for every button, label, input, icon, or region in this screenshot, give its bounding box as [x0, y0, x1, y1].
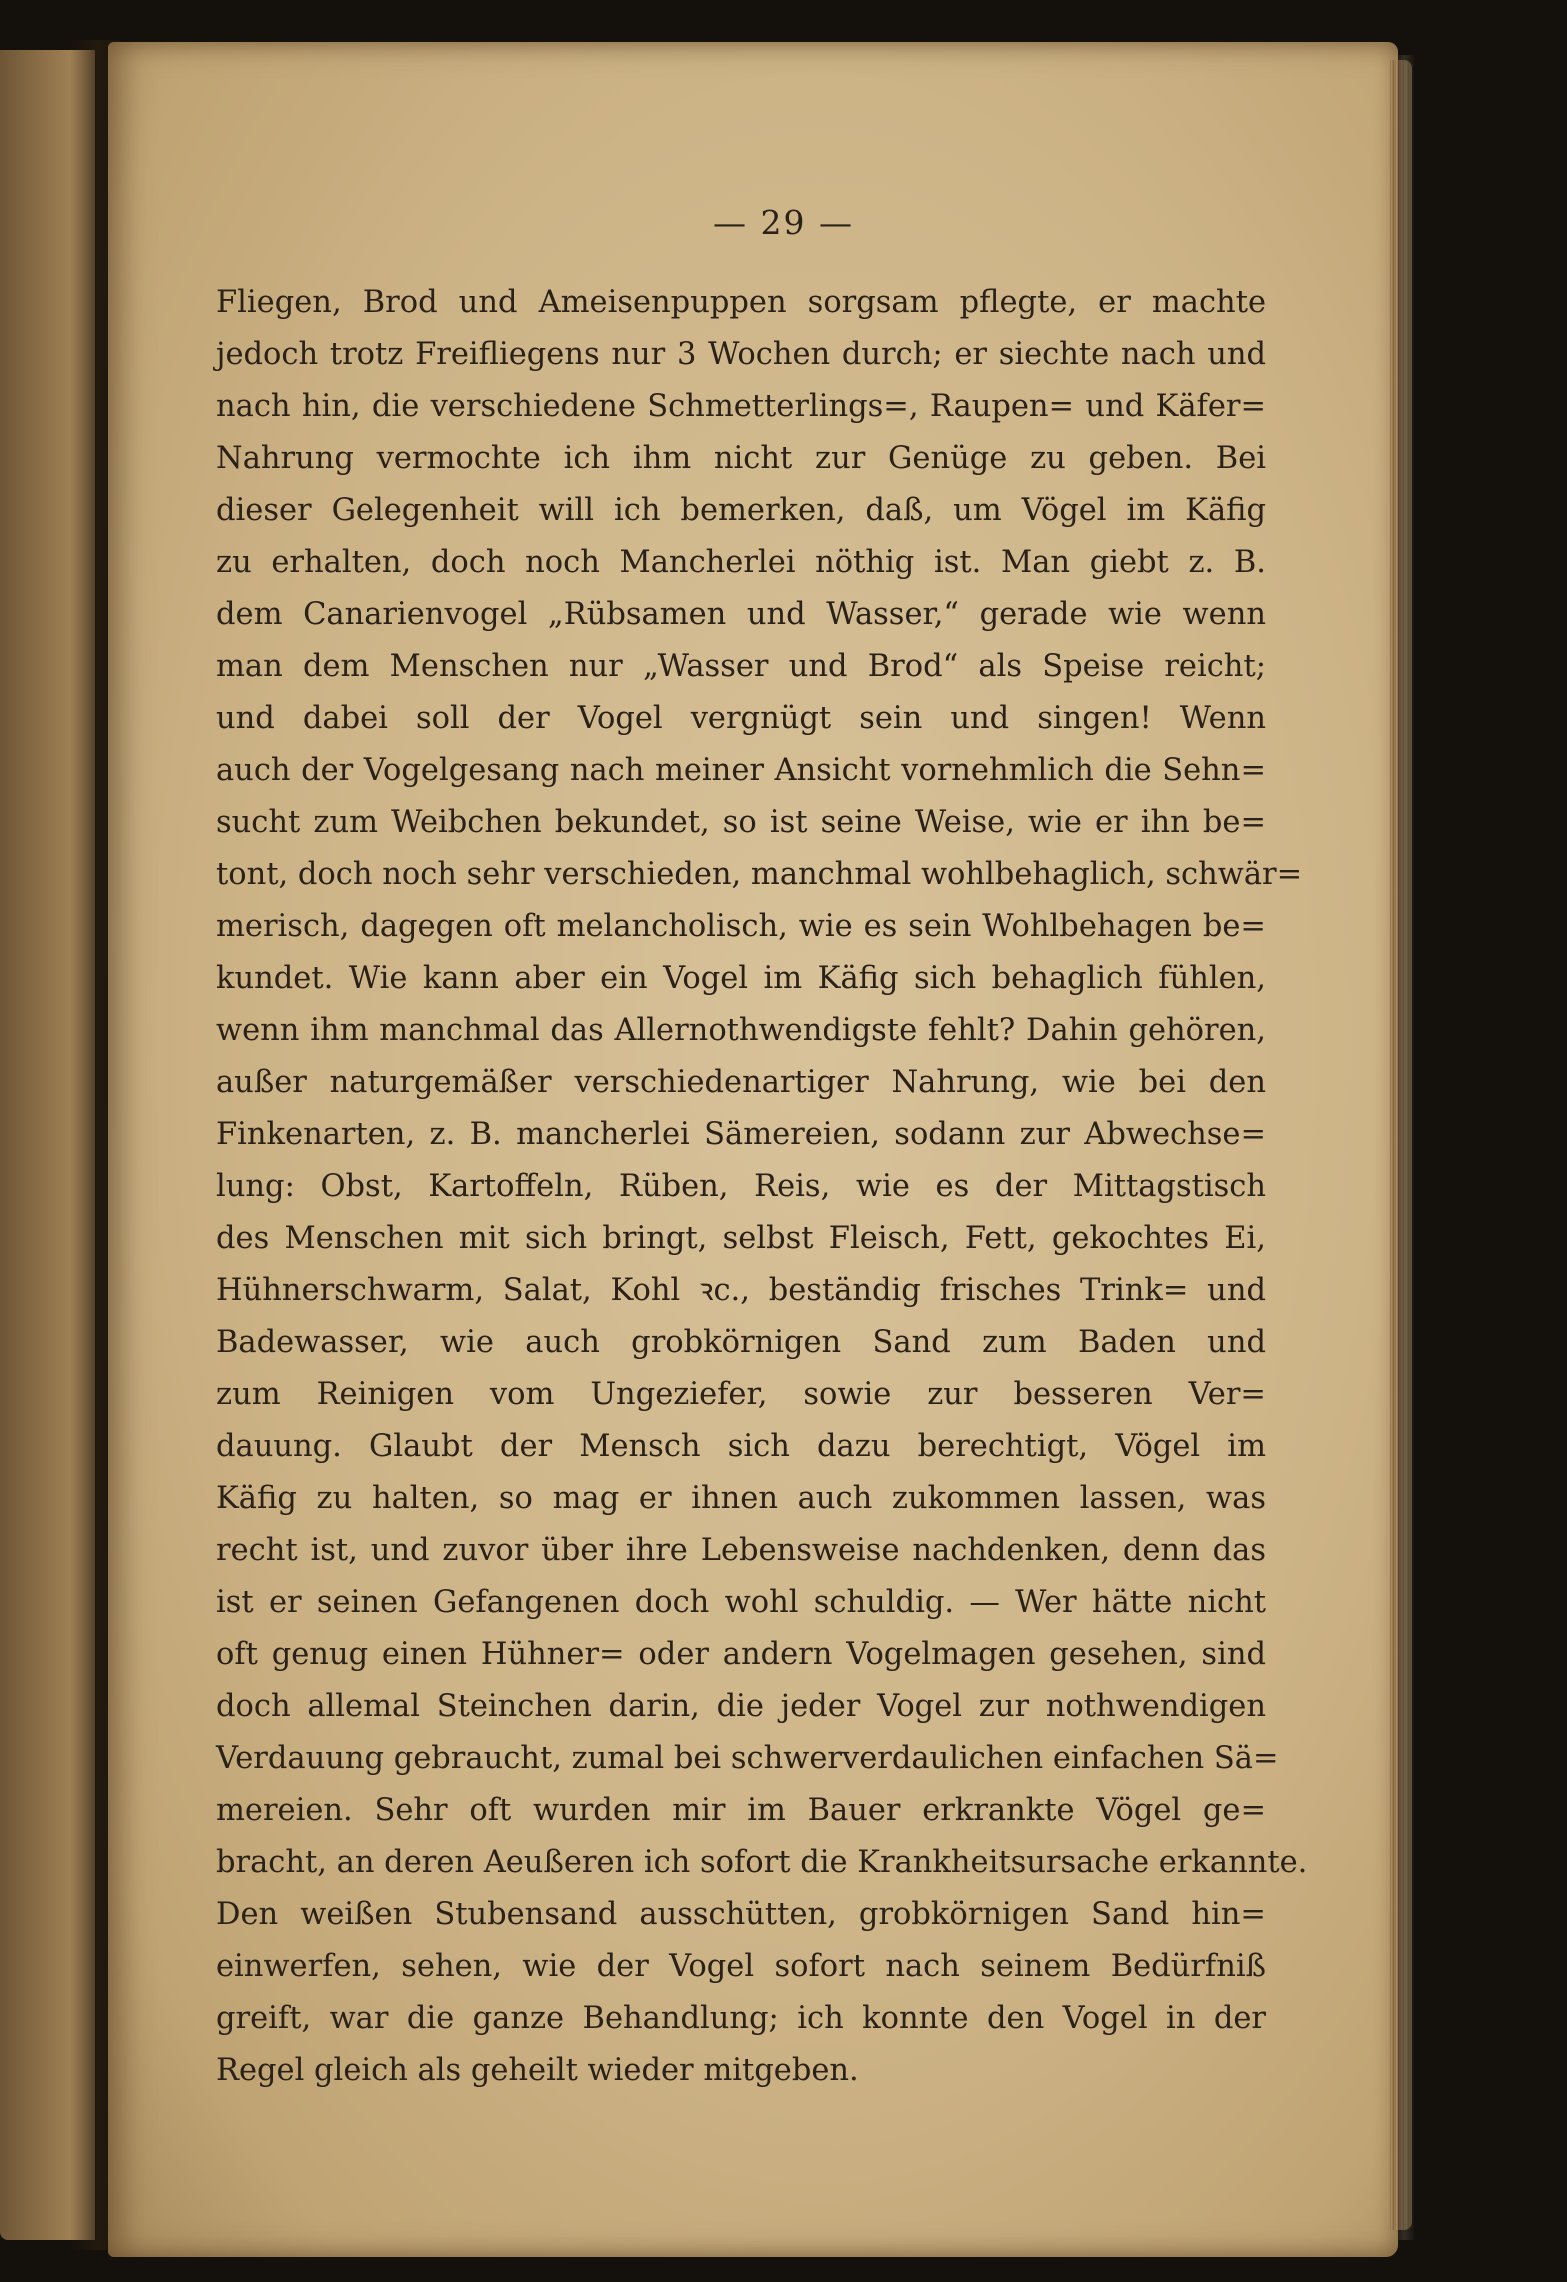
- text-line: Den weißen Stubensand ausschütten, grobkörnigen Sand hin=: [216, 1897, 1266, 1932]
- text-line: Nahrung vermochte ich ihm nicht zur Genüge zu geben. Bei: [216, 441, 1266, 476]
- text-line: dieser Gelegenheit will ich bemerken, daß, um Vögel im Käfig: [216, 493, 1266, 528]
- text-line: dauung. Glaubt der Mensch sich dazu berechtigt, Vögel im: [216, 1429, 1266, 1464]
- text-line: ist er seinen Gefangenen doch wohl schuldig. — Wer hätte nicht: [216, 1585, 1266, 1620]
- text-line: man dem Menschen nur „Wasser und Brod“ als Speise reicht;: [216, 649, 1266, 684]
- text-line: Hühnerschwarm, Salat, Kohl ꝛc., beständig frisches Trink= und: [216, 1273, 1266, 1308]
- text-line: Badewasser, wie auch grobkörnigen Sand zum Baden und: [216, 1325, 1266, 1360]
- body-text: [216, 277, 1308, 2097]
- text-line: Verdauung gebraucht, zumal bei schwerverdaulichen einfachen Sä=: [216, 1741, 1279, 1776]
- text-line: zu erhalten, doch noch Mancherlei nöthig ist. Man giebt z. B.: [216, 545, 1266, 580]
- text-line: des Menschen mit sich bringt, selbst Fleisch, Fett, gekochtes Ei,: [216, 1221, 1266, 1256]
- text-line: doch allemal Steinchen darin, die jeder Vogel zur nothwendigen: [216, 1689, 1266, 1724]
- text-line: wenn ihm manchmal das Allernothwendigste fehlt? Dahin gehören,: [216, 1013, 1266, 1048]
- text-line: lung: Obst, Kartoffeln, Rüben, Reis, wie es der Mittagstisch: [216, 1169, 1266, 1204]
- cover-edge: [1398, 55, 1414, 2240]
- text-line: merisch, dagegen oft melancholisch, wie es sein Wohlbehagen be=: [216, 909, 1266, 944]
- text-line: zum Reinigen vom Ungeziefer, sowie zur besseren Ver=: [216, 1377, 1266, 1412]
- text-line: Regel gleich als geheilt wieder mitgeben.: [216, 2053, 859, 2088]
- text-line: kundet. Wie kann aber ein Vogel im Käfig sich behaglich fühlen,: [216, 961, 1266, 996]
- page-number: — 29 —: [713, 203, 854, 242]
- text-line: mereien. Sehr oft wurden mir im Bauer erkrankte Vögel ge=: [216, 1793, 1266, 1828]
- text-line: einwerfen, sehen, wie der Vogel sofort nach seinem Bedürfniß: [216, 1949, 1266, 1984]
- text-line: oft genug einen Hühner= oder andern Vogelmagen gesehen, sind: [216, 1637, 1266, 1672]
- text-line: recht ist, und zuvor über ihre Lebensweise nachdenken, denn das: [216, 1533, 1266, 1568]
- text-line: Finkenarten, z. B. mancherlei Sämereien, sodann zur Abwechse=: [216, 1117, 1266, 1152]
- text-line: greift, war die ganze Behandlung; ich konnte den Vogel in der: [216, 2001, 1266, 2036]
- text-line: auch der Vogelgesang nach meiner Ansicht vornehmlich die Sehn=: [216, 753, 1266, 788]
- text-line: dem Canarienvogel „Rübsamen und Wasser,“ gerade wie wenn: [216, 597, 1266, 632]
- text-line: tont, doch noch sehr verschieden, manchmal wohlbehaglich, schwär=: [216, 857, 1303, 892]
- text-line: jedoch trotz Freifliegens nur 3 Wochen durch; er siechte nach und: [216, 337, 1266, 372]
- text-line: und dabei soll der Vogel vergnügt sein und singen! Wenn: [216, 701, 1266, 736]
- text-line: außer naturgemäßer verschiedenartiger Nahrung, wie bei den: [216, 1065, 1266, 1100]
- text-line: bracht, an deren Aeußeren ich sofort die Krankheitsursache erkannte.: [216, 1845, 1308, 1880]
- text-line: sucht zum Weibchen bekundet, so ist seine Weise, wie er ihn be=: [216, 805, 1266, 840]
- text-line: Fliegen, Brod und Ameisenpuppen sorgsam pflegte, er machte: [216, 285, 1266, 320]
- text-line: nach hin, die verschiedene Schmetterlings=, Raupen= und Käfer=: [216, 389, 1266, 424]
- text-line: Käfig zu halten, so mag er ihnen auch zukommen lassen, was: [216, 1481, 1266, 1516]
